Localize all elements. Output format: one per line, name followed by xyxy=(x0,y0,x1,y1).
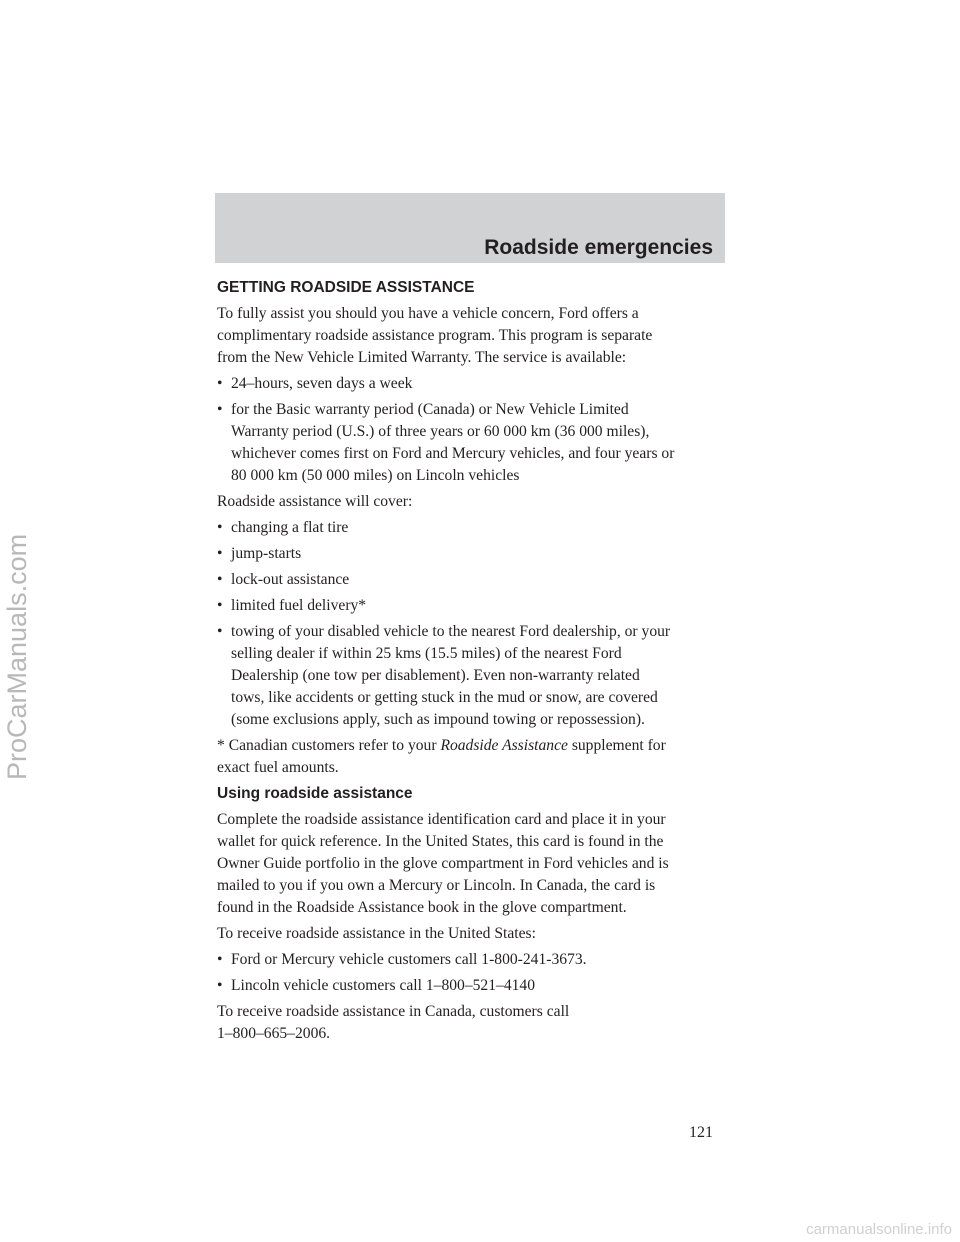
us-list xyxy=(217,949,737,997)
text-line: Owner Guide portfolio in the glove compartment in Ford vehicles and is xyxy=(217,855,669,872)
bottom-watermark: carmanualsonline.info xyxy=(806,1221,952,1238)
bullet-icon: • xyxy=(217,623,223,640)
list-item xyxy=(217,569,737,591)
bullet-icon: • xyxy=(217,597,223,614)
canada-paragraph xyxy=(217,1001,737,1045)
text-line: wallet for quick reference. In the United States, this card is found in the xyxy=(217,833,664,850)
list-item xyxy=(217,595,737,617)
list-item xyxy=(217,975,737,997)
section-title: Roadside emergencies xyxy=(484,236,713,259)
list-item xyxy=(217,543,737,565)
list-item xyxy=(217,373,737,395)
section-header-band xyxy=(215,193,725,263)
list-item-text: Dealership (one tow per disablement). Even non-warranty related xyxy=(231,667,640,684)
list-item-text: selling dealer if within 25 kms (15.5 miles) of the nearest Ford xyxy=(231,645,622,662)
list-item-text: changing a flat tire xyxy=(231,519,349,536)
list-item-text: Lincoln vehicle customers call 1–800–521–4140 xyxy=(231,977,536,994)
list-item xyxy=(217,621,737,731)
subheading: Using roadside assistance xyxy=(217,785,413,802)
bullet-icon: • xyxy=(217,375,223,392)
list-item-text: Ford or Mercury vehicle customers call 1-800-241-3673. xyxy=(231,951,587,968)
list-item-text: (some exclusions apply, such as impound towing or repossession). xyxy=(231,711,645,728)
bullet-icon: • xyxy=(217,545,223,562)
text-line: To receive roadside assistance in Canada, customers call xyxy=(217,1003,570,1020)
text-line: To fully assist you should you have a vehicle concern, Ford offers a xyxy=(217,305,639,322)
bullet-icon: • xyxy=(217,571,223,588)
cover-list xyxy=(217,517,737,731)
footnote xyxy=(217,735,737,779)
cover-label: Roadside assistance will cover: xyxy=(217,493,413,510)
bullet-icon: • xyxy=(217,951,223,968)
list-item-text: whichever comes first on Ford and Mercury vehicles, and four years or xyxy=(231,445,675,462)
footnote-post: supplement for xyxy=(567,737,666,754)
list-item-text: jump-starts xyxy=(231,545,302,562)
list-item xyxy=(217,399,737,487)
text-line: Complete the roadside assistance identification card and place it in your xyxy=(217,811,666,828)
text-line: complimentary roadside assistance program. This program is separate xyxy=(217,327,653,344)
us-label: To receive roadside assistance in the United States: xyxy=(217,925,536,942)
text-line: found in the Roadside Assistance book in the glove compartment. xyxy=(217,899,627,916)
list-item-text: tows, like accidents or getting stuck in the mud or snow, are covered xyxy=(231,689,658,706)
page-content xyxy=(217,277,737,1049)
bullet-icon: • xyxy=(217,519,223,536)
availability-list xyxy=(217,373,737,487)
list-item-text: 80 000 km (50 000 miles) on Lincoln vehicles xyxy=(231,467,520,484)
list-item-text: limited fuel delivery* xyxy=(231,597,367,614)
list-item xyxy=(217,949,737,971)
footnote-italic: Roadside Assistance xyxy=(440,737,568,754)
heading: GETTING ROADSIDE ASSISTANCE xyxy=(217,279,475,296)
list-item-text: for the Basic warranty period (Canada) or New Vehicle Limited xyxy=(231,401,629,418)
footnote-pre: * Canadian customers refer to your xyxy=(217,737,441,754)
using-paragraph xyxy=(217,809,737,919)
bullet-icon: • xyxy=(217,977,223,994)
list-item-text: 24–hours, seven days a week xyxy=(231,375,413,392)
text-line: 1–800–665–2006. xyxy=(217,1025,331,1042)
text-line: mailed to you if you own a Mercury or Lincoln. In Canada, the card is xyxy=(217,877,656,894)
list-item-text: Warranty period (U.S.) of three years or 60 000 km (36 000 miles), xyxy=(231,423,650,440)
bullet-icon: • xyxy=(217,401,223,418)
text-line: from the New Vehicle Limited Warranty. The service is available: xyxy=(217,349,627,366)
side-watermark: ProCarManuals.com xyxy=(2,533,32,780)
intro-paragraph xyxy=(217,303,737,369)
list-item-text: lock-out assistance xyxy=(231,571,350,588)
page-number: 121 xyxy=(689,1124,713,1141)
list-item-text: towing of your disabled vehicle to the nearest Ford dealership, or your xyxy=(231,623,671,640)
footnote-line2: exact fuel amounts. xyxy=(217,759,339,776)
list-item xyxy=(217,517,737,539)
